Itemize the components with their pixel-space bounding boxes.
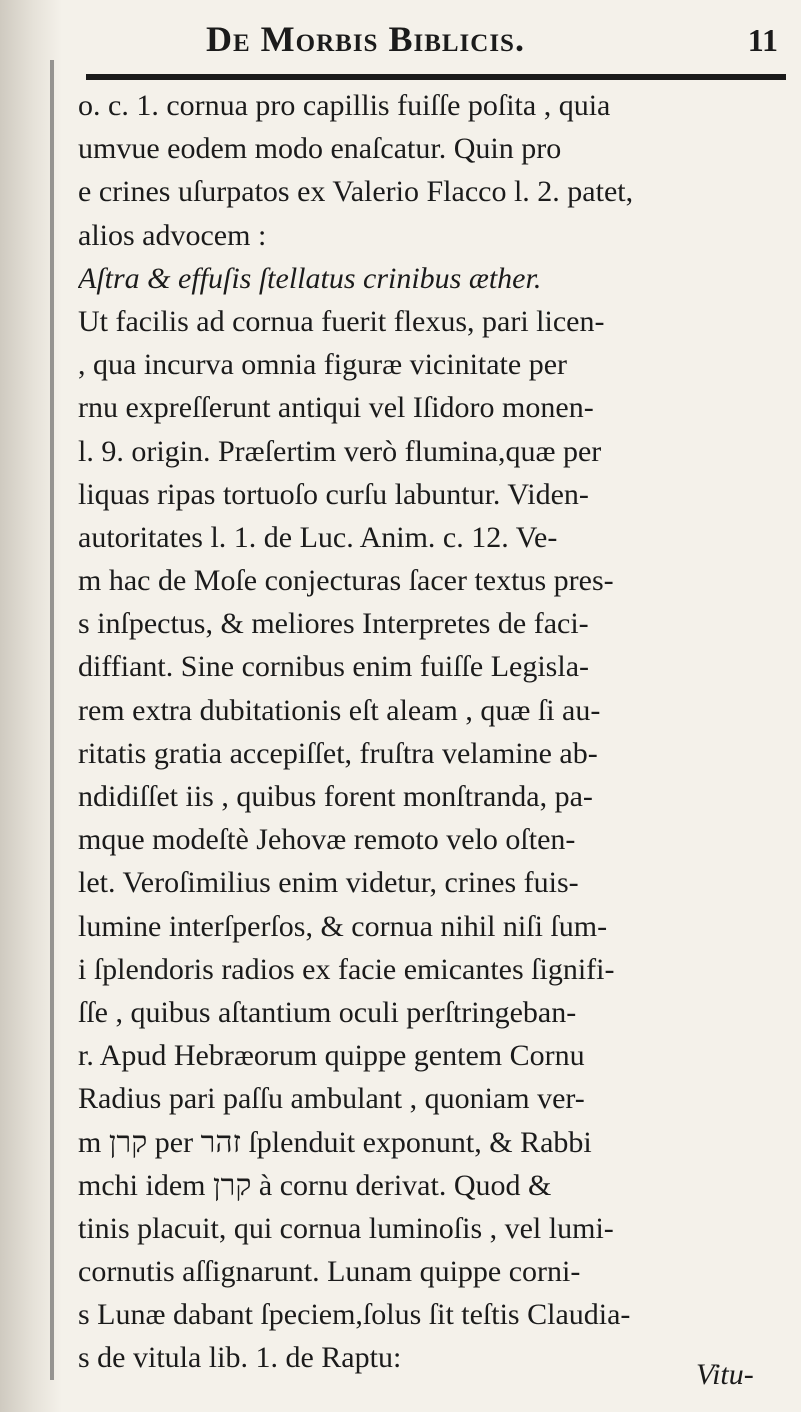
text-line: umvue eodem modo enaſcatur. Quin pro [78, 132, 562, 166]
text-line: Ut facilis ad cornua fuerit flexus, pari licen- [78, 304, 605, 338]
text-line: cornutis aſſignarunt. Lunam quippe corni- [78, 1255, 581, 1289]
catchword: Vitu- [696, 1358, 754, 1391]
text-line: e crines uſurpatos ex Valerio Flacco l. 2. patet, [78, 175, 634, 209]
verse-quote: Aſtra & effuſis ſtellatus crinibus æther. [78, 261, 542, 295]
body-text [78, 84, 790, 1380]
text-line: ndidiſſet iis , quibus forent monſtranda, pa- [78, 780, 593, 813]
text-line: s Lunæ dabant ſpeciem,ſolus ſit teſtis Claudia- [78, 1298, 631, 1332]
text-line: liquas ripas tortuoſo curſu labuntur. Viden- [78, 477, 589, 511]
text-line: m קרן per זהר ſplenduit exponunt, & Rabbi [78, 1125, 592, 1159]
text-line: ritatis gratia accepiſſet, fruſtra velamine ab- [78, 736, 598, 770]
text-line: ſſe , quibus aſtantium oculi perſtringeban- [78, 995, 577, 1029]
running-head [96, 18, 786, 68]
running-head-title: De Morbis Biblicis. [206, 19, 525, 59]
head-rule [86, 74, 786, 80]
text-line: rem extra dubitationis eſt aleam , quæ ſi au- [78, 693, 601, 727]
text-line: rnu expreſſerunt antiqui vel Iſidoro monen- [78, 391, 594, 425]
text-line: mque modeſtè Jehovæ remoto velo oſten- [78, 823, 576, 857]
verse-quote-line [78, 257, 790, 300]
text-line: autoritates l. 1. de Luc. Anim. c. 12. Ve- [78, 520, 558, 554]
text-line: lumine interſperſos, & cornua nihil niſi ſum- [78, 909, 608, 943]
text-line: , qua incurva omnia figuræ vicinitate per [78, 348, 568, 382]
text-line: m hac de Moſe conjecturas ſacer textus pres- [78, 564, 614, 598]
text-line: let. Veroſimilius enim videtur, crines fuis- [78, 866, 579, 900]
text-line: tinis placuit, qui cornua luminoſis , vel lumi- [78, 1211, 614, 1245]
gutter-shadow-line [50, 60, 54, 1380]
text-line: mchi idem קרן à cornu derivat. Quod & [78, 1168, 552, 1202]
text-line: s de vitula lib. 1. de Raptu: [78, 1341, 402, 1375]
text-line: alios advocem : [78, 218, 267, 252]
text-line: s inſpectus, & meliores Interpretes de faci- [78, 607, 589, 641]
text-line: l. 9. origin. Præſertim verò flumina,quæ per [78, 434, 602, 468]
text-line: r. Apud Hebræorum quippe gentem Cornu [78, 1039, 585, 1073]
book-page [56, 0, 796, 1412]
text-line: diffiant. Sine cornibus enim fuiſſe Legisla- [78, 650, 589, 684]
text-line: i ſplendoris radios ex facie emicantes ſignifi- [78, 952, 615, 986]
page-number: 11 [747, 22, 778, 58]
text-line: o. c. 1. cornua pro capillis fuiſſe poſita , quia [78, 89, 611, 122]
text-line: Radius pari paſſu ambulant , quoniam ver- [78, 1082, 585, 1116]
